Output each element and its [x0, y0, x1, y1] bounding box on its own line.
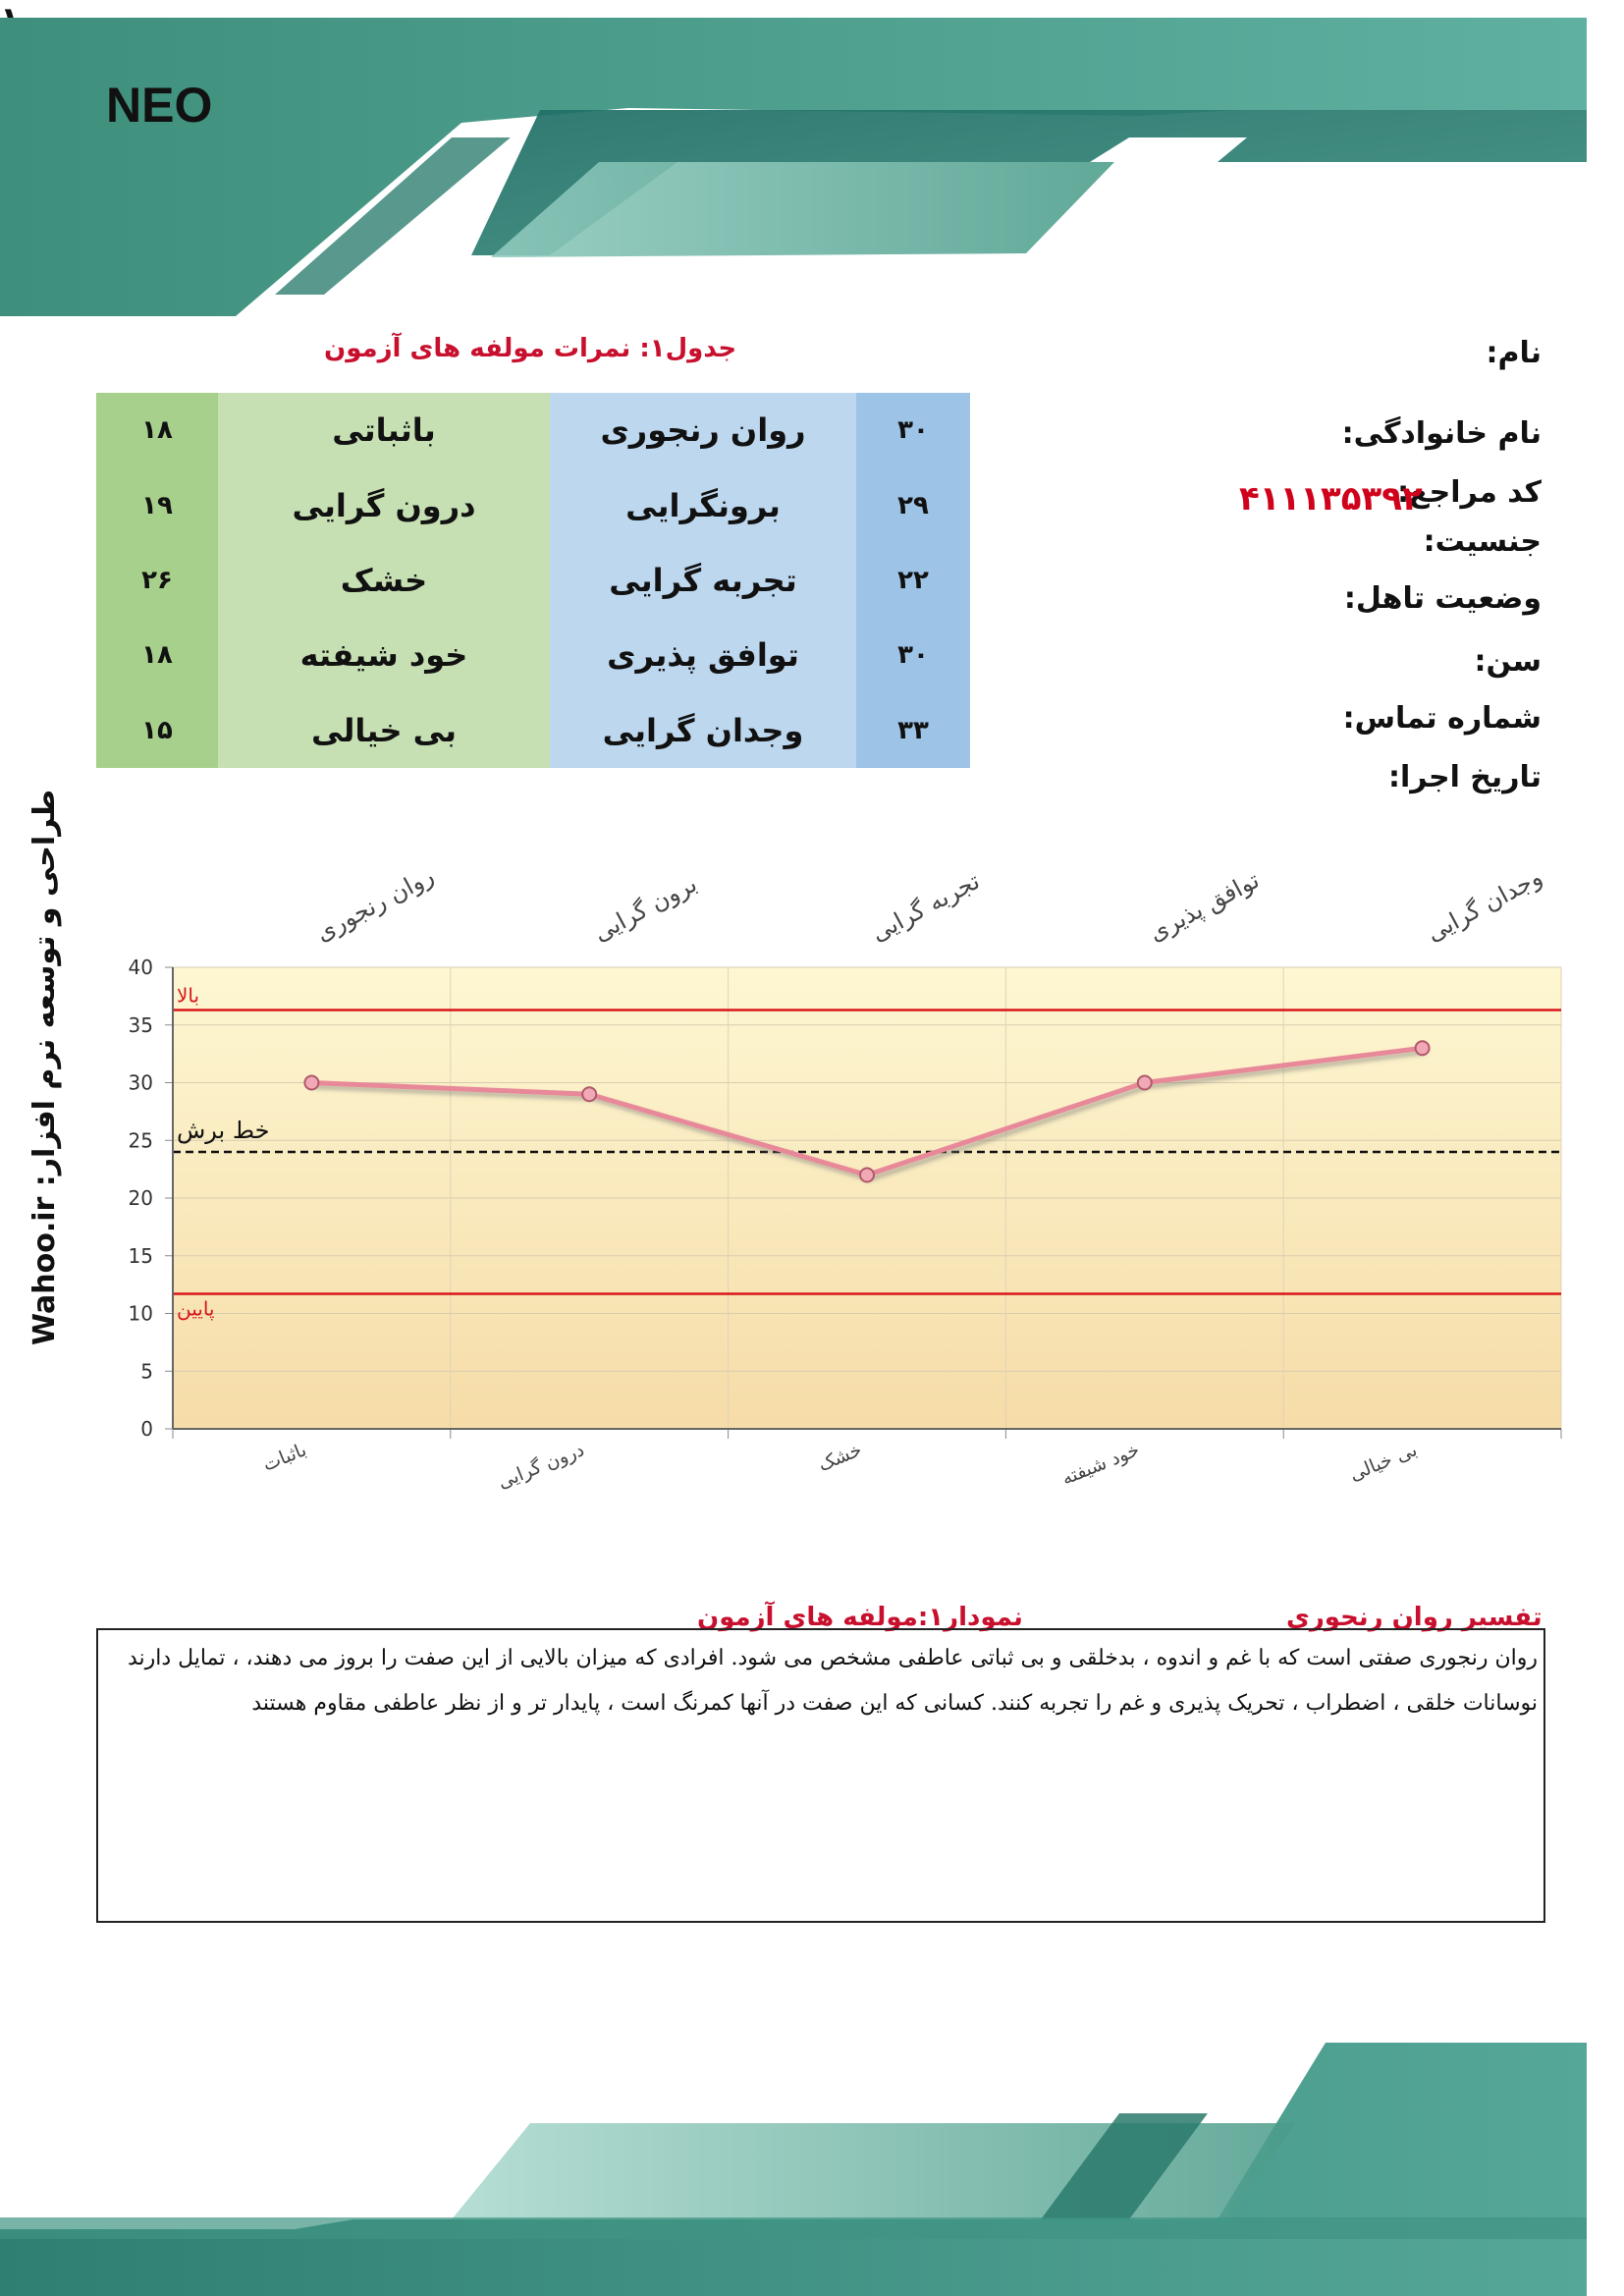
y-tick-label: 40: [128, 956, 153, 979]
y-tick-label: 10: [128, 1301, 153, 1326]
right-trait: وجدان گرایی: [550, 693, 856, 768]
right-score: ۳۳: [856, 693, 970, 768]
reference-line-label: پایین: [177, 1296, 215, 1321]
family-name-label: نام خانوادگی:: [1341, 416, 1542, 451]
interpretation-box: [96, 1628, 1545, 1923]
software-credit: طراحی و توسعه نرم افزار: Wahoo.ir: [27, 789, 62, 1345]
phone-label: شماره تماس:: [1342, 701, 1542, 736]
right-score: ۲۲: [856, 543, 970, 618]
interpretation-title: تفسیر روان رنجوری: [1286, 1603, 1543, 1632]
top-category-label: وجدان گرایی: [1422, 863, 1547, 948]
top-category-label: برون گرایی: [588, 869, 702, 948]
reference-line-label: خط برش: [177, 1117, 270, 1144]
data-point: [860, 1169, 874, 1182]
marital-status-label: وضعیت تاهل:: [1343, 581, 1542, 616]
gender-label: جنسیت:: [1423, 524, 1542, 559]
y-tick-label: 0: [140, 1417, 153, 1441]
top-category-label: روان رنجوری: [311, 861, 439, 948]
test-date-label: تاریخ اجرا:: [1388, 760, 1542, 794]
right-trait: توافق پذیری: [550, 618, 856, 692]
y-tick-label: 30: [128, 1070, 153, 1095]
data-point: [1416, 1041, 1430, 1055]
score-table: [96, 393, 970, 768]
data-point: [582, 1087, 596, 1101]
right-trait: تجربه گرایی: [550, 543, 856, 618]
reference-line-label: بالا: [177, 983, 200, 1008]
reference-code-label: کد مراجع:: [1397, 475, 1542, 510]
header-decoration: [0, 0, 1624, 324]
interpretation-text: روان رنجوری صفتی است که با غم و اندوه ، بدخلقی و بی ثباتی عاطفی مشخص می شود. افرادی که میزان بالایی از این صفت را بروز می دهند، ، تمایل دارند نوسانات خلقی ، اضطراب ، تحریک پذیری و غم را تجربه کنند. کسانی که این صفت در آنها کمرنگ است ، پایدار تر و از نظر عاطفی مقاوم هستند: [127, 1646, 1538, 1716]
right-score: ۲۹: [856, 467, 970, 542]
left-trait: باثباتی: [218, 393, 550, 467]
table-row: [96, 393, 970, 467]
y-tick-label: 35: [128, 1012, 153, 1037]
top-category-label: تجربه گرایی: [866, 866, 985, 948]
left-score: ۱۸: [96, 618, 218, 692]
y-tick-label: 20: [128, 1186, 153, 1210]
left-trait: خود شیفته: [218, 618, 550, 692]
table-row: [96, 618, 970, 692]
left-score: ۱۵: [96, 693, 218, 768]
table-row: [96, 543, 970, 618]
table-row: [96, 693, 970, 768]
left-score: ۲۶: [96, 543, 218, 618]
profile-chart: [88, 854, 1581, 1601]
age-label: سن:: [1474, 644, 1542, 679]
left-score: ۱۸: [96, 393, 218, 467]
y-tick-label: 5: [140, 1359, 153, 1384]
left-score: ۱۹: [96, 467, 218, 542]
left-trait: بی خیالی: [218, 693, 550, 768]
right-trait: برونگرایی: [550, 467, 856, 542]
right-trait: روان رنجوری: [550, 393, 856, 467]
data-point: [304, 1076, 318, 1090]
name-label: نام:: [1486, 336, 1542, 370]
bottom-category-label: خشک: [815, 1439, 865, 1476]
reference-code-value: ۴۱۱۱۳۵۳۹۲: [1239, 479, 1423, 519]
table-row: [96, 467, 970, 542]
top-category-label: توافق پذیری: [1144, 865, 1265, 948]
bottom-category-label: درون گرایی: [494, 1439, 588, 1494]
data-point: [1138, 1076, 1152, 1090]
bottom-category-label: خود شیفته: [1058, 1439, 1143, 1490]
bottom-category-label: باثبات: [259, 1439, 310, 1476]
left-trait: درون گرایی: [218, 467, 550, 542]
y-tick-label: 25: [128, 1128, 153, 1153]
left-trait: خشک: [218, 543, 550, 618]
right-score: ۳۰: [856, 393, 970, 467]
right-score: ۳۰: [856, 618, 970, 692]
y-tick-label: 15: [128, 1243, 153, 1268]
footer-decoration: [0, 2043, 1624, 2296]
logo-text: NEO: [106, 78, 213, 133]
table-caption: جدول۱: نمرات مولفه های آزمون: [324, 334, 737, 363]
bottom-category-label: بی خیالی: [1346, 1439, 1421, 1486]
chart-caption: نمودار۱:مولفه های آزمون: [697, 1603, 1023, 1632]
